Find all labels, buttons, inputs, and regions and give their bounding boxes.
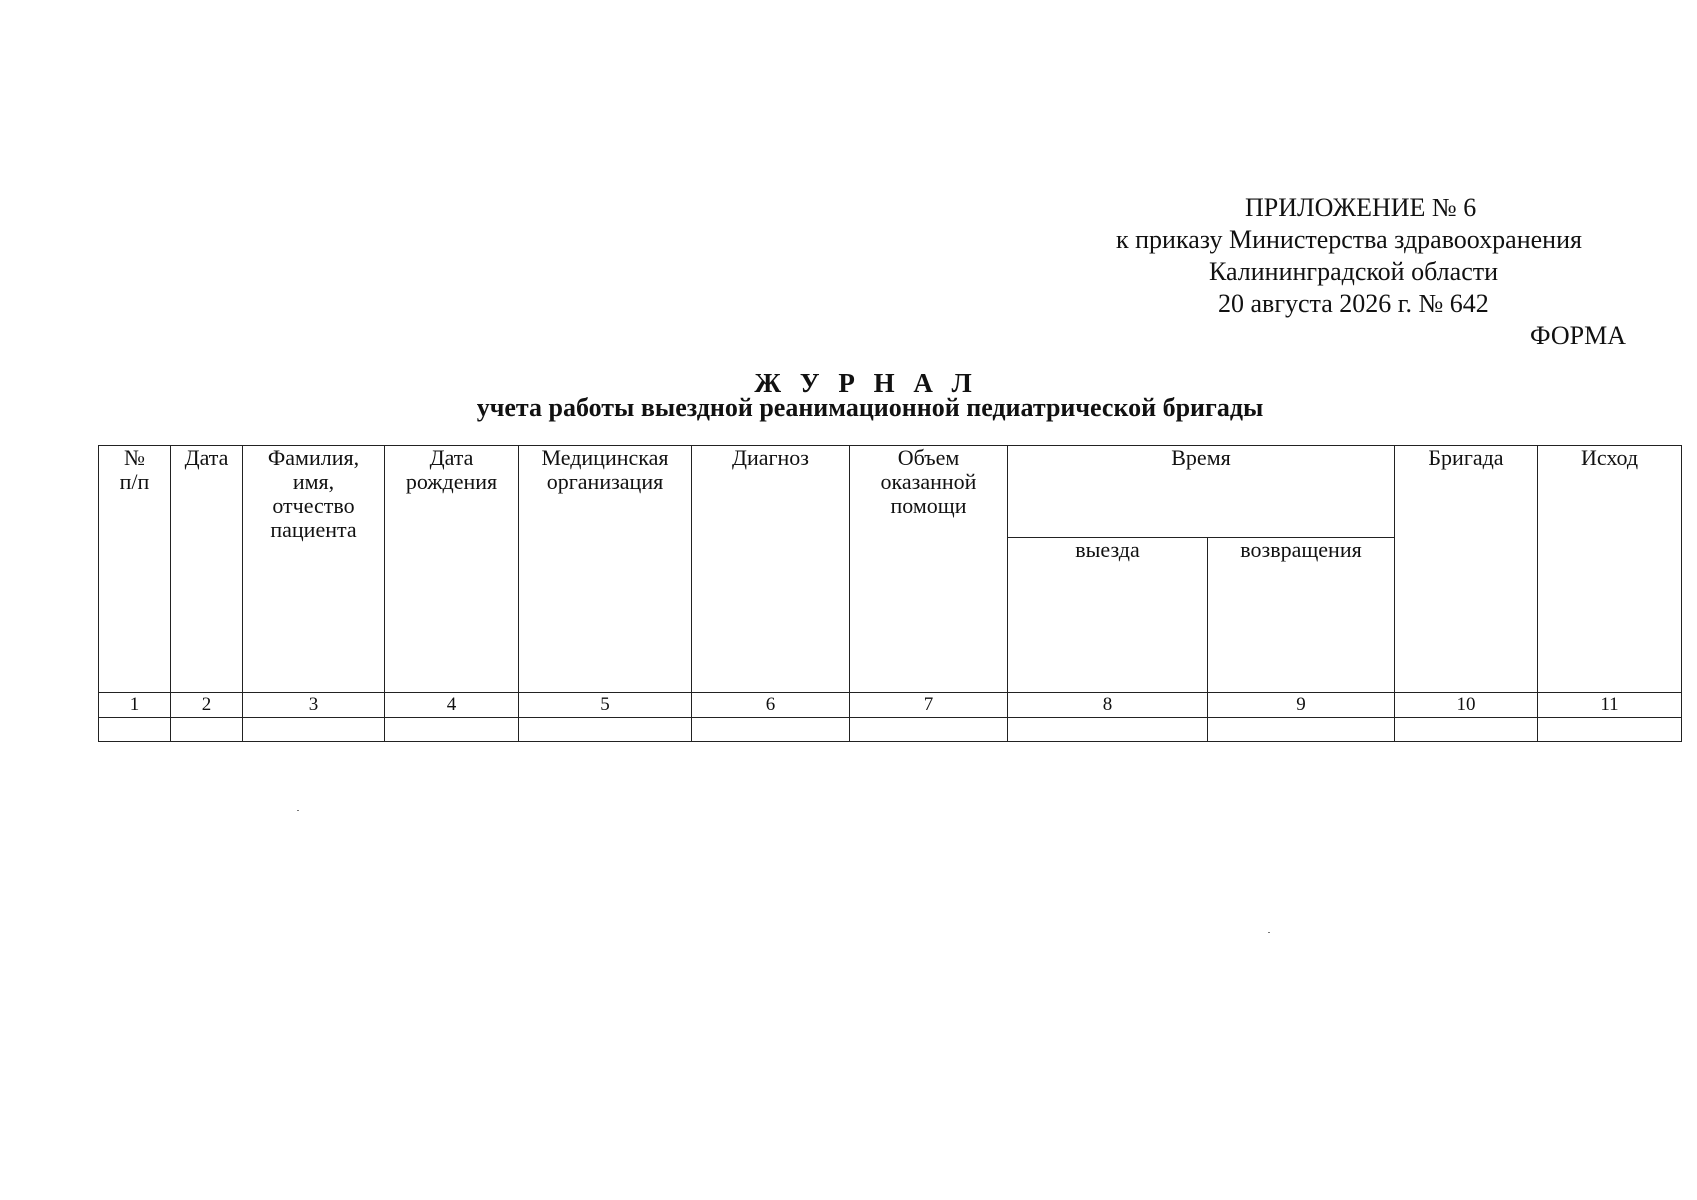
table-cell xyxy=(1395,718,1538,742)
table-cell xyxy=(850,718,1008,742)
table-cell xyxy=(243,718,385,742)
col-number: 1 xyxy=(99,693,171,718)
col-number: 3 xyxy=(243,693,385,718)
col-number: 2 xyxy=(171,693,243,718)
col-header-number: № п/п xyxy=(99,446,171,693)
appendix-date: 20 августа 2026 г. № 642 xyxy=(1218,289,1489,318)
table-cell xyxy=(1208,718,1395,742)
scan-speck xyxy=(297,810,299,811)
table-cell xyxy=(1538,718,1682,742)
col-header-medical-org: Медицинская организация xyxy=(519,446,692,693)
col-number: 5 xyxy=(519,693,692,718)
col-number: 6 xyxy=(692,693,850,718)
col-header-brigade: Бригада xyxy=(1395,446,1538,693)
table-cell xyxy=(99,718,171,742)
col-header-diagnosis: Диагноз xyxy=(692,446,850,693)
journal-subtitle: учета работы выездной реанимационной педиатрической бригады xyxy=(476,393,1264,422)
scan-speck xyxy=(1268,932,1270,933)
journal-title: Ж У Р Н А Л xyxy=(754,368,978,398)
col-number: 7 xyxy=(850,693,1008,718)
col-header-outcome: Исход xyxy=(1538,446,1682,693)
col-number: 10 xyxy=(1395,693,1538,718)
col-header-time-group: Время xyxy=(1008,446,1395,538)
col-number: 11 xyxy=(1538,693,1682,718)
journal-table xyxy=(98,445,1682,742)
col-header-departure: выезда xyxy=(1008,538,1208,693)
appendix-number: ПРИЛОЖЕНИЕ № 6 xyxy=(1245,193,1477,222)
table-cell xyxy=(1008,718,1208,742)
col-number: 4 xyxy=(385,693,519,718)
col-header-birth-date: Дата рождения xyxy=(385,446,519,693)
table-cell xyxy=(171,718,243,742)
col-number: 8 xyxy=(1008,693,1208,718)
col-number: 9 xyxy=(1208,693,1395,718)
col-header-date: Дата xyxy=(171,446,243,693)
form-label: ФОРМА xyxy=(1530,321,1626,350)
table-cell xyxy=(385,718,519,742)
table-cell xyxy=(519,718,692,742)
column-number-row xyxy=(99,693,1682,718)
table-cell xyxy=(692,718,850,742)
appendix-region: Калининградской области xyxy=(1209,257,1499,286)
col-header-patient-name: Фамилия, имя, отчество пациента xyxy=(243,446,385,693)
table-row xyxy=(99,718,1682,742)
col-header-aid-volume: Объем оказанной помощи xyxy=(850,446,1008,693)
col-header-return: возвращения xyxy=(1208,538,1395,693)
appendix-order-ref: к приказу Министерства здравоохранения xyxy=(1116,225,1582,254)
